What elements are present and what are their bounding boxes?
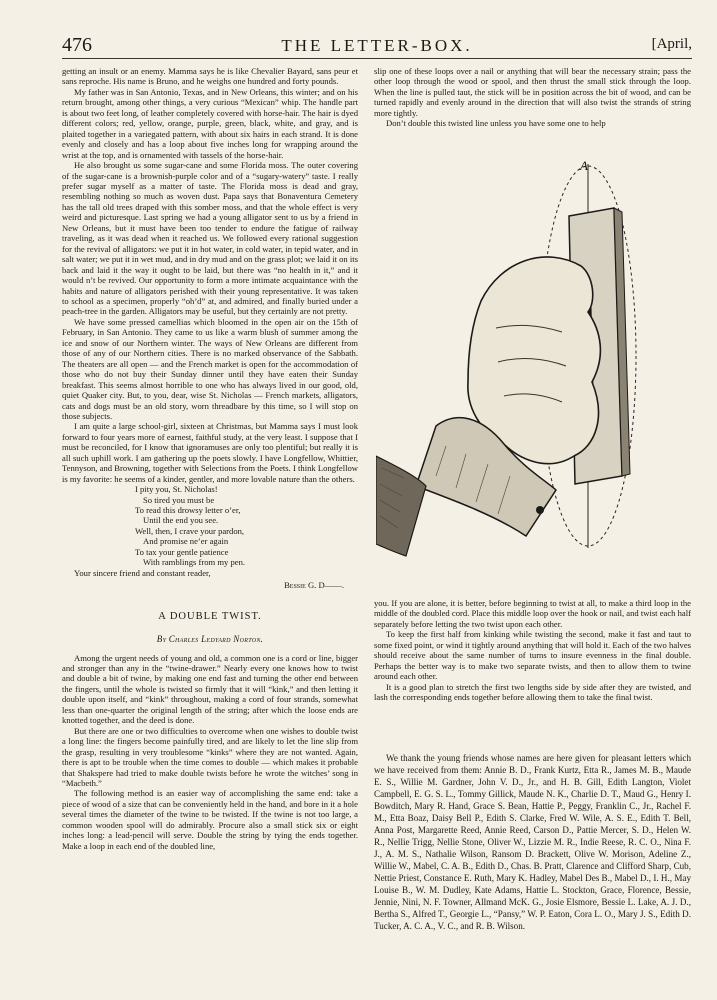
article-paragraph: slip one of these loops over a nail or anything that will bear the necessary strain; pass the other loop through the wood or spool, and then thrust the small stick through the loop. When the line is pulled taut, the stick will be in position across the bit of wood, and can be turned rapidly and evenly around in the direction that will also twist the strands of string more tightly.: [374, 66, 691, 118]
issue-month: [April,: [651, 36, 692, 52]
article-paragraph: Among the urgent needs of young and old, a common one is a cord or line, bigger and stronger than any in the “twine-drawer.” Nearly every one knows how to twist and double a bit of twine, by making one end fast and turning the other end between the fingers, until the whole is twisted so firmly that it will “kink,” and then letting it double upon itself, and “kink” throughout, making a cord of four strands, somewhat less than one-quarter the original length of the string; after which the loose ends are knotted together, and the deed is done.: [62, 652, 358, 726]
letter-paragraph: He also brought us some sugar-cane and some Florida moss. The outer covering of the sugar-cane is a brownish-purple color and of a “sugary-watery” taste. I really prefer sugar myself as a matter of taste. The Florida moss is dead and gray, resembling nothing so much as woven dust. Papa says that Bonaventura Cemetery has the tall old trees draped with this somber moss, and that the whole effect is very weird and picturesque. Last spring we had a young alligator sent to us by a friend in New Orleans, but it must have been too tender to endure the fatigue of railway traveling, as it was dead when it reached us. We followed every rational suggestion for the revival of alligators: we put it in hot water, in cold water, in tepid water, and in salt water; we put it in wet mud, and in dry mud and on the grass plot; we laid it on its back and laid it the way it ought to be laid, but there was “no health in it,” and it would n’t be revived. Our opportunity to form a more intimate acquaintance with the habits and nature of alligators perished with their young representative. It was taken to school as a specimen, properly “oh’d” at, and admired, and finally buried under a peach-tree in the garden. Alligators may be useful, but they certainly are not pretty.: [62, 160, 358, 317]
letter-signature: Bessie G. D——.: [284, 580, 344, 591]
hand-twisting-string-illustration: [376, 156, 676, 581]
poem-line: Well, then, I crave your pardon,: [135, 525, 245, 536]
running-header: [62, 34, 692, 59]
poem-line: And promise ne’er again: [143, 536, 229, 547]
letter-paragraph: My father was in San Antonio, Texas, and in New Orleans, this winter; and on his return brought, among other things, a very curious “Mexican” whip. The handle part is about two feet long, of leather completely covered with horse-hair. The hair is dyed different colors; red, yellow, orange, purple, green, black, white, and gray, and is plaited together in a variegated pattern, with about six hairs in each strand. It is done evenly and closely and has a loop about five inches long for wrapping around the wrist at the top, and is ornamented with tassels of the horse-hair.: [62, 86, 358, 160]
poem-line: So tired you must be: [143, 494, 215, 505]
letter-paragraph: getting an insult or an enemy. Mamma says he is like Chevalier Bayard, sans peur et sans reproche. His name is Bruno, and he weighs one hundred and forty pounds.: [62, 66, 358, 87]
left-column: [62, 66, 358, 851]
poem-line: To tax your gentle patience: [135, 546, 229, 557]
poem-line: Until the end you see.: [143, 515, 219, 526]
running-title: THE LETTER-BOX.: [281, 36, 473, 55]
right-column-thanks: [374, 752, 691, 932]
article-paragraph: The following method is an easier way of accomplishing the same end: take a piece of wood of a size that can be conveniently held in the hand, and bore in it a hole several times the diameter of the twine to be twisted. If the twine is not too large, a common wooden spool will do admirably. Procure also a small stick six or eight inches long: a lead-pencil will serve. Double the string by tying the ends together. Make a loop in each end of the doubled line,: [62, 788, 358, 851]
letter-paragraph: We have some pressed camellias which bloomed in the open air on the 15th of February, in San Antonio. They came to us like a warm blush of summer among the ice and snow of our Northern winter. The ways of New Orleans are different from those of any of our Northern cities. There is no marked observance of the Sabbath. The theaters are all open — and the French market is open for the accommodation of those who do not buy their Sunday dinner until they have eaten their Sunday breakfast. This seems almost horrible to one who has always lived in our good, old, quiet Quaker city. But, to you, dear, wise St. Nicholas — French markets, alligators, cats and dogs must be an old story, worn threadbare by this time, so I will stop on those subjects.: [62, 316, 358, 421]
article-paragraph: you. If you are alone, it is better, before beginning to twist at all, to make a third loop in the middle of the doubled cord. Place this middle loop over the hook or nail, and twist each half separately before letting the two twist upon each other.: [374, 598, 691, 629]
poem-line: With ramblings from my pen.: [143, 557, 246, 568]
article-title: A DOUBLE TWIST.: [158, 610, 262, 622]
letter-closing: Your sincere friend and constant reader,: [74, 567, 211, 578]
sleeve-icon: [376, 456, 426, 556]
right-column-top: [374, 66, 691, 129]
poem-line: To read this drowsy letter o’er,: [135, 505, 241, 516]
cuff-button-icon: [536, 506, 544, 514]
illustration-svg: [376, 156, 676, 581]
thanks-paragraph: We thank the young friends whose names are here given for pleasant letters which we have received from them: Annie B. D., Frank Kurtz, Etta R., James M. B., Maude E. S., Willie M. Gardner, John V. D., Jr., and H. B. Gill, Edith Langton, Violet Campbell, E. G. S. L., Tommy Gillick, Maude N. K., Charlie D. T., Maud G., Henry I. Bowditch, Mary R. Hand, Grace S. Bean, Hattie P., Peggy, Franklin C., Jr., Rachel F. M., Etta Boaz, Daisy Bell P., Edith S. Clarke, Fred W. Wile, A. S. E., Edith T. Bell, Anna Post, Margarette Reed, Annie Reed, Carson D., Pattie Mercer, S. D., Helen W. R., Nellie Trigg, Nellie Stone, Oliver W., Lizzie M. R., Indie Reese, R. C. O., Nina F. J., A. M. S., Nathalie Wilson, Ransom D. Brackett, Olive W. Morison, Adeline Z., Willie W., Mabel, C. A. B., Edith D., Chas. B. Pratt, Clarence and Clifford Sharp, Cub, Nettie Priest, Constance E. Ruth, Mary K. Hadley, Mabel Des B., Mabel D., I. H., May Louise B., W. M. Dudley, Kate Adams, Hattie L. Stockton, Grace, Florence, Bessie, Jennie, Nini, N. F. Towner, Allmand McK. G., Josie Elsmore, Bessie L. Lake, A. J. D., Bertha S., Alfred T., Georgie L., “Pansy,” W. P. Eaton, Cora L. O., Mary J. S., Edith D. Tucker, A. C. A., V. C., and R. B. Wilson.: [374, 753, 691, 931]
article-paragraph: It is a good plan to stretch the first two lengths side by side after they are twisted, and lash the corresponding ends together before allowing them to take the final twist.: [374, 681, 691, 703]
article-paragraph: Don’t double this twisted line unless you have some one to help: [386, 118, 606, 129]
right-column-middle: [374, 598, 691, 703]
page-number: 476: [62, 34, 92, 56]
article-paragraph: But there are one or two difficulties to overcome when one wishes to double twist a long line: the fingers become painfully tired, and are likely to let the line slip from the grasp, resulting in very troublesome “kinks” where they are not wanted. Again, there is apt to be trouble when the time comes to double — which makes it probable that Shakspere had tried to make double twists before he wrote the witches’ song in “Macbeth.”: [62, 725, 358, 788]
letter-paragraph: I am quite a large school-girl, sixteen at Christmas, but Mamma says I must look forward to four years more of earnest, faithful study, at the very least. I suppose that I must be reconciled, for I know that ignoramuses are only too plentiful; but really it is all such uphill work. I am gathering up the poets slowly. I have Longfellow, Whittier, Tennyson, and Browning, together with Selections from the Poets. I think Longfellow is my favorite: he seems of a kinder, gentler, and more lovable nature than the others.: [62, 421, 358, 484]
letter-poem: [135, 484, 358, 568]
poem-line: I pity you, St. Nicholas!: [135, 484, 218, 495]
article-paragraph: To keep the first half from kinking while twisting the second, make it fast and taut to some fixed point, or wind it tightly around anything that will hold it. Each of the two halves should receive about the same number of turns to insure evenness in the final double. Perhaps the better way is to make two separate twists, and then to allow them to twine around each other.: [374, 629, 691, 682]
article-byline: By Charles Ledyard Norton.: [156, 634, 264, 645]
figure-label-a: A: [580, 158, 588, 173]
